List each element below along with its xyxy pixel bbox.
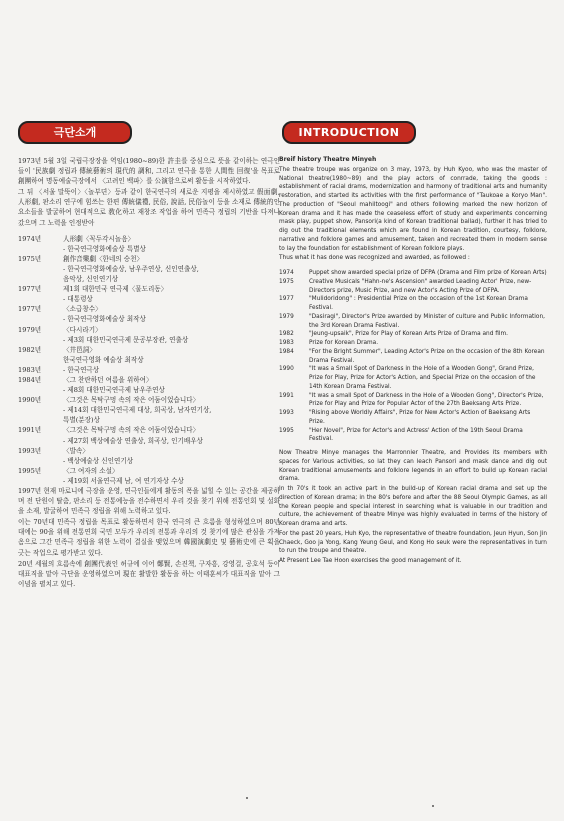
- timeline-line: - 제14회 대한민국연극제 대상, 희곡상, 남자연기상,: [63, 406, 212, 415]
- timeline-line: 제1회 대한민국 연극제〈물도리동〉: [63, 285, 168, 294]
- english-timeline-entry: [279, 313, 547, 331]
- timeline-text: "It was a small Spot of Darkness in the Hole of a Wooden Gong", Director's Prize, Prize for Play and Prize for Popular Actor of the 27th Baeksang Arts Prize.: [309, 392, 544, 408]
- korean-timeline-entry: [18, 446, 280, 466]
- korean-award-timeline: [18, 234, 280, 486]
- english-intro-2: Thus what it has done was recognized and awarded, as followed :: [279, 255, 470, 262]
- english-timeline-entry: [279, 409, 547, 427]
- timeline-year: 1974: [279, 270, 294, 276]
- timeline-text: "For the Bright Summer", Leading Actor's Prize on the occasion of the 8th Korean Drama Festival.: [309, 348, 545, 364]
- english-award-timeline: [279, 269, 547, 444]
- timeline-year: 1995: [279, 427, 294, 434]
- korean-timeline-entry: [18, 325, 280, 345]
- timeline-line: 人形劇〈꼭두각시놀음〉: [63, 234, 135, 243]
- english-timeline-entry: [279, 330, 547, 339]
- timeline-year: 1977: [279, 296, 294, 303]
- timeline-year: 1990: [279, 366, 294, 373]
- timeline-year: 1993: [279, 410, 294, 416]
- english-outro-1: Now Theatre Minye manages the Marronnier Theatre, and Provides its members with spaces for Various activities, so lat they can leach Pansori and mask dance and dig out Korean traditional amusements and folklore legends in an effort to build up Korean racial drama.: [279, 450, 547, 483]
- timeline-year: 1977년: [18, 305, 42, 314]
- timeline-text: Puppet show awarded special prize of DFPA (Drama and Film prize of Korean Arts): [309, 270, 547, 276]
- korean-timeline-entry: [18, 254, 280, 284]
- timeline-year: 1979: [279, 313, 294, 320]
- timeline-line: 한국연극영화 예술상 최작상: [63, 355, 144, 364]
- timeline-line: 〈다시라기〉: [63, 325, 102, 334]
- timeline-text: Prize for Korean Drama.: [309, 340, 379, 346]
- korean-outro-1: 1997년 현재 마로니에 극장을 운영, 연극인들에게 활동의 폭을 넓힐 수 있는 공간을 제공하며 전 단원이 탈춤, 판소리 등 전통예능을 전수하면서 우리 것을 찾기 위해 전통인회 및 설화을 소재, 발굴하여 민족극 정립을 위해 노력하고 있다.: [18, 487, 280, 516]
- timeline-year: 1979년: [18, 325, 42, 334]
- timeline-text: "Mulidoridong" : Presidential Prize on the occasion of the 1st Korean Drama Festival.: [309, 296, 528, 311]
- english-timeline-entry: [279, 348, 547, 366]
- korean-section-badge: 극단소개: [18, 121, 132, 144]
- timeline-text: "Jeung-upsaik", Prize for Play of Korean Arts Prize of Drama and film.: [309, 331, 508, 338]
- english-heading: Breif history Theatre Minyeh: [279, 156, 377, 163]
- timeline-year: 1977년: [18, 285, 42, 294]
- timeline-line: 創作音樂劇〈한네의 승천〉: [63, 254, 144, 263]
- timeline-line: - 대통령상: [63, 295, 93, 304]
- timeline-year: 1993년: [18, 446, 42, 455]
- english-timeline-entry: [279, 269, 547, 278]
- timeline-year: 1984년: [18, 375, 42, 384]
- timeline-line: - 제8회 대한민국연극제 남우주연상: [63, 386, 165, 395]
- timeline-line: 〈발속〉: [63, 446, 89, 455]
- timeline-year: 1984: [279, 348, 294, 355]
- korean-column: [18, 156, 280, 590]
- korean-timeline-entry: [18, 345, 280, 365]
- timeline-line: - 제19회 서울연극제 남, 여 연기자상 수상: [63, 476, 184, 485]
- korean-timeline-entry: [18, 304, 280, 324]
- english-timeline-entry: [279, 427, 547, 445]
- english-outro-2: In th 70's it took an active part in the build-up of Korean racial drama and set up the direction of Korean drama; in the 80's before and after the 88 Seoul Olympic Games, as all the Korean people and special interest in searching what is valuable in our tradition and culture, the achievement of theatre Minye was highly evaluated in terms of the history of Korean drama and arts.: [279, 486, 547, 527]
- timeline-year: 1995년: [18, 466, 42, 475]
- timeline-year: 1983: [279, 340, 294, 346]
- timeline-text: "Her Novel", Prize for Actor's and Actress' Action of the 19th Seoul Drama Festival.: [309, 427, 523, 443]
- page-mark: [432, 805, 434, 807]
- page-mark: [246, 797, 248, 799]
- english-timeline-entry: [279, 365, 547, 391]
- korean-intro-2: 그 뒤 〈서울 말뚝이〉〈놀부뎐〉등과 같이 한국연극의 새로운 지평을 제시하였고 假面劇, 人形劇, 판소리 연구에 힘쓰는 한편 傳統儀禮, 民俗, 說話, 民俗놀이 등을 소재로 傳統的인 요소들을 발굴하여 현대적으로 敎化하고 재창조 작업을 하여 민족극 정립의 기반을 다져나갔으며 그 노력을 인정받아: [18, 188, 280, 227]
- english-intro: The theatre troupe was organize on 3 may, 1973, by Huh Kyoo, who was the master of National theatre(1980~89) and the play actors of conrrade, taking the goods : establishment of racial drams, modernization and harmony of traditional arts and humanity restoration, and started its activities with the first performance of "Taukoae a Koryo Man". The production of "Seoul mahiltoogi" and others following marked the new horizon of Korean drama and it has made the ceaseless effort of study and experiments concerning mask play, puppet show, Pansori(a kind of Korean traditional ballad), further it has tried to dig out the traditional elements which are found in Korean tradition, courtesy, folklore, narrative and folklore games and amusement, taken and recreated them in modern sense to lay the foundation for establishment of Korean folklore plays.: [279, 166, 547, 252]
- timeline-line: 〈그것은 목탁구멍 속의 작은 어둠이었습니다〉: [63, 426, 200, 435]
- timeline-line: - 제3회 대한민국연극제 문공부장관, 연출상: [63, 335, 189, 344]
- timeline-year: 1990년: [18, 396, 42, 405]
- english-section-badge: INTRODUCTION: [282, 121, 416, 144]
- timeline-line: - 한국연극영화예술상, 남우주연상, 신인연출상,: [63, 264, 199, 273]
- korean-outro-2: 이는 70년대 민족극 정립을 목표로 활동하면서 한국 연극의 큰 흐름을 형성하였으며 80년대에는 90을 위해 전통연희 국민 모두가 우리의 전통과 우리의 것 찾기에 많은 관심을 가져옴으로 그간 민족극 정립을 위한 노력이 결실을 맺었으며 韓國演劇史 및 藝術史에 큰 획을 긋는 작업으로 평가받고 있다.: [18, 518, 280, 557]
- timeline-line: 특별(분장)상: [63, 416, 100, 425]
- timeline-year: 1991년: [18, 426, 42, 435]
- timeline-year: 1975: [279, 278, 294, 285]
- timeline-line: 〈그것은 목탁구멍 속의 작은 어둠이었습니다〉: [63, 396, 200, 405]
- korean-timeline-entry: [18, 466, 280, 486]
- korean-timeline-entry: [18, 395, 280, 425]
- timeline-year: 1983년: [18, 365, 42, 374]
- timeline-text: "Rising above Worldly Affairs", Prize for New Actor's Action of Baeksang Arts Prize.: [309, 410, 531, 425]
- english-timeline-entry: [279, 295, 547, 313]
- korean-timeline-entry: [18, 365, 280, 375]
- english-column: [279, 156, 547, 567]
- timeline-text: "It was a Small Spot of Darkness in the Hole of a Wooden Gong", Grand Prize, Prize for Play, Prize for Actor's Action, and Special Prize on the occasion of the 14th Korean Drama Festival.: [309, 366, 536, 390]
- timeline-line: - 한국연극상: [63, 365, 100, 374]
- english-outro-4: At Present Lee Tae Hoon exercises the good management of it.: [279, 558, 462, 564]
- timeline-year: 1974년: [18, 234, 42, 243]
- english-outro-3: For the past 20 years, Huh Kyo, the representative of theatre foundation, Jeun Hyun, Son Jin Chaeck, Goo ja Yong, Kang Yeung Geul, and Kong Ho seuk were the representatives in turn to run the troupe and theatre.: [279, 530, 547, 555]
- timeline-line: - 한국연극영화예술상 최작상: [63, 315, 146, 324]
- korean-timeline-entry: [18, 425, 280, 445]
- timeline-line: - 제27회 백상예술상 연출상, 희곡상, 인기배우상: [63, 436, 203, 445]
- timeline-text: "Dasiragi", Director's Prize awarded by Minister of culture and Public Information, the 3rd Korean Drama Festival.: [309, 313, 545, 329]
- korean-timeline-entry: [18, 284, 280, 304]
- english-timeline-entry: [279, 278, 547, 296]
- timeline-line: 〈그 찬란하던 여름을 위하여〉: [63, 375, 153, 384]
- timeline-line: - 한국연극영화예술상 특별상: [63, 244, 146, 253]
- korean-intro-1: 1973년 5월 3일 국립극장장을 역임(1980~89)한 許圭를 중심으로 뜻을 같이하는 연극인들이 '民族劇 정립과 傳統藝術의 現代的 調和, 그리고 연극을 통한 人間性 回復'을 목표로 創團하여 명동예술극장에서 〈고려인 백파〉를 公演함으로써 활동을 시작하였다.: [18, 157, 280, 186]
- timeline-year: 1975년: [18, 254, 42, 263]
- timeline-line: 음악상, 신인연기상: [63, 275, 119, 284]
- timeline-line: 〈소급창수〉: [63, 305, 102, 314]
- korean-outro-3: 20년 세월의 흐름속에 創團代表인 허규에 이어 鄭賢, 손진책, 구자흥, 강영걸, 공호석 등이 대표직을 맡아 극단을 운영하였으며 現在 활발한 활동을 하는 이태훈씨가 대표직을 맡아 그 이념을 펼치고 있다.: [18, 559, 280, 588]
- english-timeline-entry: [279, 339, 547, 348]
- timeline-year: 1982년: [18, 345, 42, 354]
- english-timeline-entry: [279, 392, 547, 410]
- korean-timeline-entry: [18, 234, 280, 254]
- timeline-year: 1982: [279, 331, 294, 338]
- timeline-line: 〈그 여자의 소설〉: [63, 466, 119, 475]
- timeline-line: - 백상예술상 신인연기상: [63, 456, 134, 465]
- timeline-year: 1991: [279, 392, 294, 399]
- korean-timeline-entry: [18, 375, 280, 395]
- timeline-text: Creative Musicals "Hahn-ne's Ascension" awarded Leading Actor' Prize, new-Directors prize, Music Prize, and new Actor's Acting Prize of DFPA.: [309, 278, 532, 294]
- timeline-line: 〈井邑詞〉: [63, 345, 96, 354]
